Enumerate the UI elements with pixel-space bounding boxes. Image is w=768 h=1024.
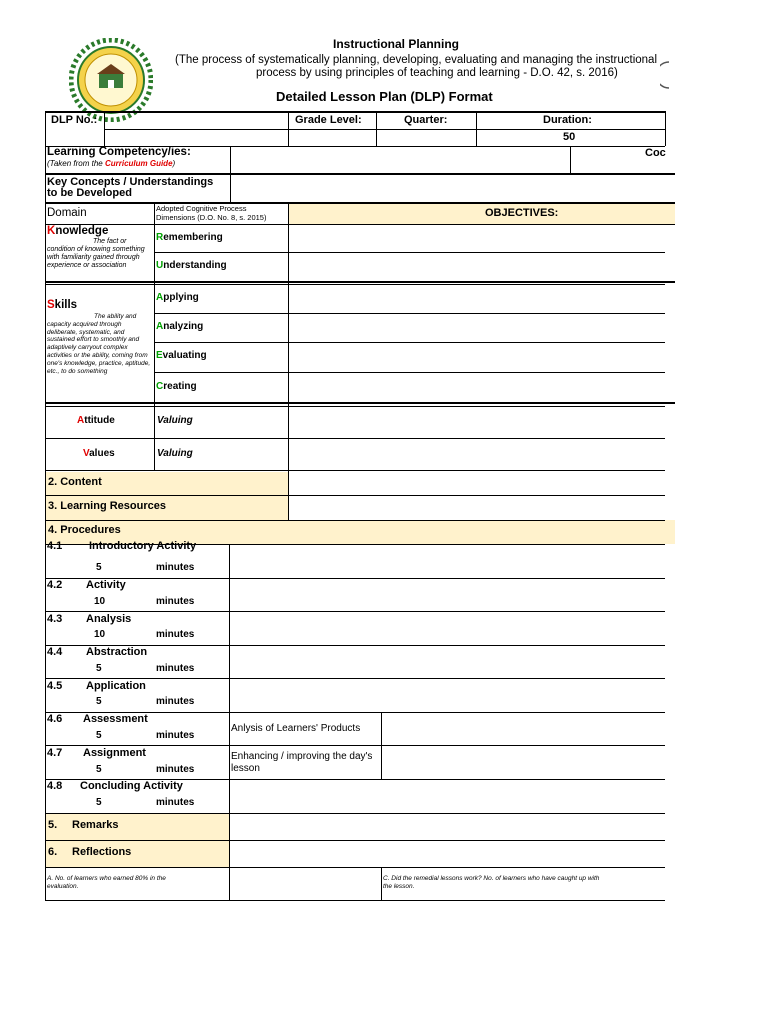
values-label: Values bbox=[83, 448, 115, 459]
procedure-unit: minutes bbox=[156, 629, 195, 640]
procedure-unit: minutes bbox=[156, 596, 195, 607]
objectives-highlight bbox=[289, 203, 675, 224]
cognitive-header-1: Adopted Cognitive Process bbox=[156, 204, 247, 213]
procedure-minutes: 5 bbox=[96, 797, 102, 808]
resources-section: 3. Learning Resources bbox=[48, 500, 166, 512]
values-level: Valuing bbox=[157, 448, 193, 459]
knowledge-definition: The fact or condition of knowing something with familiarity gained through experience or association bbox=[47, 238, 145, 269]
competency-label: Learning Competency/ies: bbox=[47, 146, 191, 158]
key-concepts-label-1: Key Concepts / Understandings bbox=[47, 176, 214, 188]
key-concepts-label-2: to be Developed bbox=[47, 187, 132, 199]
skills-label: Skills bbox=[47, 299, 78, 311]
dlp-no-label: DLP No.: bbox=[51, 114, 98, 126]
level-understanding: Understanding bbox=[156, 260, 227, 271]
procedure-note: Anlysis of Learners' Products bbox=[231, 723, 361, 734]
grade-level-label: Grade Level: bbox=[295, 114, 362, 126]
remarks-num: 5. bbox=[48, 819, 58, 831]
procedure-minutes: 5 bbox=[96, 663, 102, 674]
level-evaluating: Evaluating bbox=[156, 350, 207, 361]
code-label: Coc bbox=[645, 147, 666, 159]
page-subtitle-line2: process by using principles of teaching and learning - D.O. 42, s. 2016) bbox=[256, 67, 618, 79]
domain-header: Domain bbox=[47, 207, 87, 219]
procedure-num: 4.2 bbox=[47, 579, 63, 591]
procedure-title: Assignment bbox=[83, 747, 146, 759]
reflection-c-line1: C. Did the remedial lessons work? No. of learners who have caught up with bbox=[383, 875, 600, 882]
procedures-section: 4. Procedures bbox=[48, 524, 121, 536]
knowledge-label: Knowledge bbox=[47, 225, 109, 237]
procedure-minutes: 5 bbox=[96, 730, 102, 741]
procedure-num: 4.5 bbox=[47, 680, 63, 692]
procedure-num: 4.4 bbox=[47, 646, 63, 658]
procedure-num: 4.8 bbox=[47, 780, 63, 792]
procedure-unit: minutes bbox=[156, 797, 195, 808]
procedure-minutes: 10 bbox=[94, 629, 106, 640]
procedure-note-line2: lesson bbox=[231, 763, 260, 774]
attitude-level: Valuing bbox=[157, 415, 193, 426]
cognitive-header-2: Dimensions (D.O. No. 8, s. 2015) bbox=[156, 213, 267, 222]
procedure-unit: minutes bbox=[156, 764, 195, 775]
right-logo-partial bbox=[660, 60, 670, 90]
page-subtitle-line1: (The process of systematically planning, developing, evaluating and managing the instructional bbox=[175, 54, 658, 66]
duration-value: 50 bbox=[563, 131, 576, 143]
reflection-a-line1: A. No. of learners who earned 80% in the bbox=[47, 875, 166, 882]
procedure-title: Introductory Activity bbox=[89, 540, 197, 552]
procedure-title: Abstraction bbox=[86, 646, 148, 658]
level-applying: Applying bbox=[156, 292, 199, 303]
reflections-num: 6. bbox=[48, 846, 58, 858]
attitude-label: Attitude bbox=[77, 415, 115, 426]
procedure-note-line1: Enhancing / improving the day's bbox=[231, 751, 373, 762]
procedure-title: Analysis bbox=[86, 613, 132, 625]
procedure-unit: minutes bbox=[156, 696, 195, 707]
procedure-num: 4.3 bbox=[47, 613, 63, 625]
level-creating: Creating bbox=[156, 381, 197, 392]
duration-label: Duration: bbox=[543, 114, 592, 126]
procedure-unit: minutes bbox=[156, 562, 195, 573]
procedure-title: Concluding Activity bbox=[80, 780, 183, 792]
procedure-title: Assessment bbox=[83, 713, 148, 725]
reflection-a-line2: evaluation. bbox=[47, 883, 79, 890]
procedure-num: 4.6 bbox=[47, 713, 63, 725]
reflection-c-line2: the lesson. bbox=[383, 883, 415, 890]
procedure-num: 4.1 bbox=[47, 540, 63, 552]
procedure-num: 4.7 bbox=[47, 747, 63, 759]
quarter-label: Quarter: bbox=[404, 114, 448, 126]
procedure-minutes: 10 bbox=[94, 596, 106, 607]
competency-note: (Taken from the Curriculum Guide) bbox=[47, 159, 176, 168]
procedure-title: Application bbox=[86, 680, 146, 692]
procedure-minutes: 5 bbox=[96, 562, 102, 573]
objectives-header: OBJECTIVES: bbox=[485, 207, 559, 219]
content-section: 2. Content bbox=[48, 476, 102, 488]
level-analyzing: Analyzing bbox=[156, 321, 204, 332]
procedure-unit: minutes bbox=[156, 730, 195, 741]
form-title: Detailed Lesson Plan (DLP) Format bbox=[276, 89, 493, 104]
procedure-minutes: 5 bbox=[96, 764, 102, 775]
page-title: Instructional Planning bbox=[333, 37, 460, 51]
school-seal-logo bbox=[69, 38, 153, 122]
procedure-minutes: 5 bbox=[96, 696, 102, 707]
remarks-label: Remarks bbox=[72, 819, 119, 831]
procedure-unit: minutes bbox=[156, 663, 195, 674]
procedure-title: Activity bbox=[86, 579, 126, 591]
reflections-label: Reflections bbox=[72, 846, 132, 858]
level-remembering: Remembering bbox=[156, 232, 223, 243]
skills-definition: The ability and capacity acquired through deliberate, systematic, and sustained effort to smoothly and adaptively carryout complex activities or the ability, coming from one's knowledge, practice, aptitude, etc., to do something bbox=[47, 313, 151, 375]
